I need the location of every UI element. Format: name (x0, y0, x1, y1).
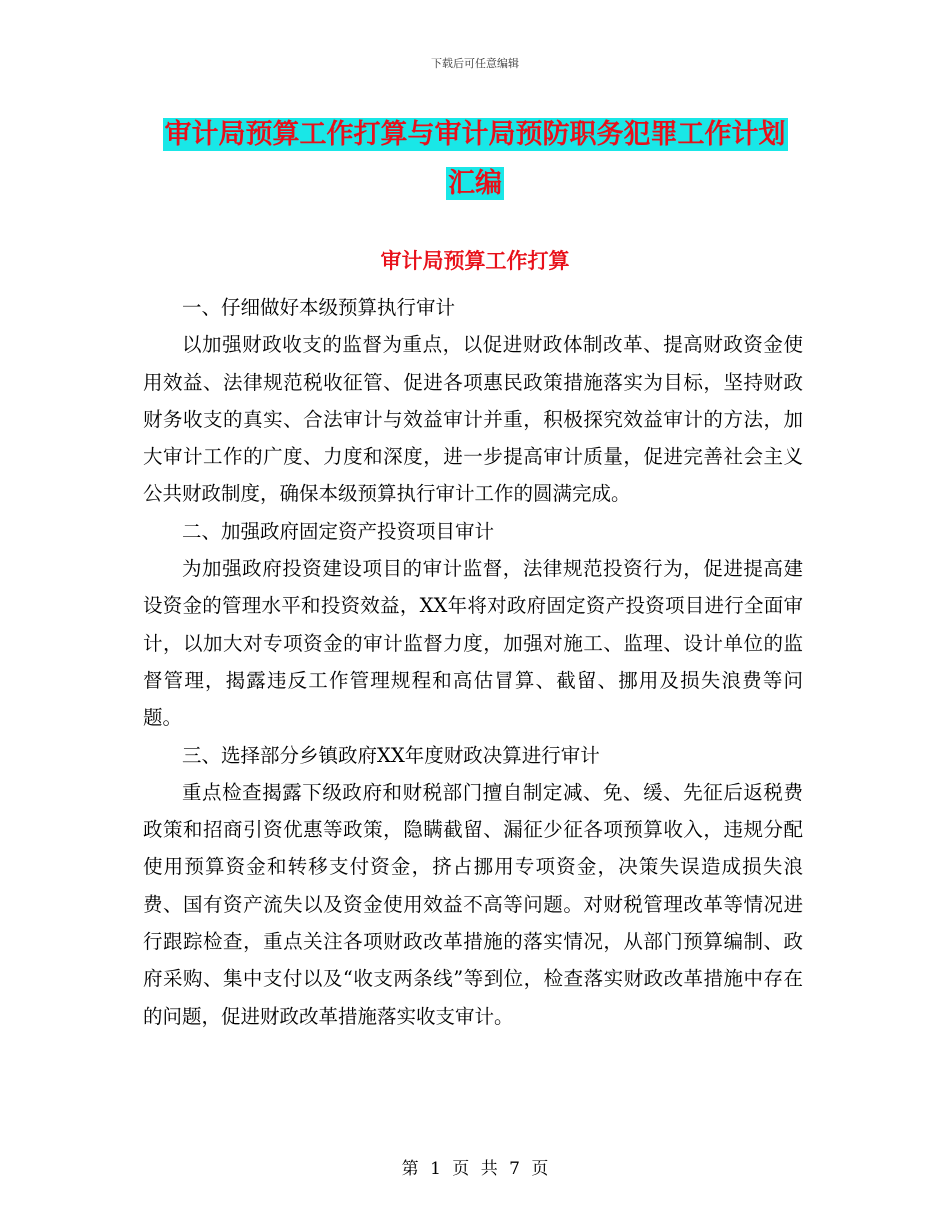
page-footer: 第 1 页 共 7 页 (401, 1159, 549, 1179)
paragraph-3: 重点检查揭露下级政府和财税部门擅自制定减、免、缓、先征后返税费政策和招商引资优惠等政策，隐瞒截留、漏征少征各项预算收入，违规分配使用预算资金和转移支付资金，挤占挪用专项资金，决策失误造成损失浪费、国有资产流失以及资金使用效益不高等问题。对财税管理改革等情况进行跟踪检查，重点关注各项财政改革措施的落实情况，从部门预算编制、政府采购、集中支付以及“收支两条线”等到位，检查落实财政改革措施中存在的问题，促进财政改革措施落实收支审计。 (143, 780, 803, 1028)
heading-3: 三、选择部分乡镇政府XX年度财政决算进行审计 (182, 743, 600, 767)
paragraph-1: 以加强财政收支的监督为重点，以促进财政体制改革、提高财政资金使用效益、法律规范税收征管、促进各项惠民政策措施落实为目标，坚持财政财务收支的真实、合法审计与效益审计并重，积极探究效益审计的方法，加大审计工作的广度、力度和深度，进一步提高审计质量，促进完善社会主义公共财政制度，确保本级预算执行审计工作的圆满完成。 (143, 333, 803, 506)
heading-1: 一、仔细做好本级预算执行审计 (182, 296, 456, 319)
header-note: 下载后可任意编辑 (431, 57, 519, 70)
section-title: 审计局预算工作打算 (380, 249, 570, 273)
document-body (143, 289, 803, 1035)
paragraph-2: 为加强政府投资建设项目的审计监督，法律规范投资行为，促进提高建设资金的管理水平和投资效益，XX年将对政府固定资产投资项目进行全面审计，以加大对专项资金的审计监督力度，加强对施工、监理、设计单位的监督管理，揭露违反工作管理规程和高估冒算、截留、挪用及损失浪费等问题。 (143, 557, 803, 730)
document-title (140, 110, 810, 208)
document-title-line-1: 审计局预算工作打算与审计局预防职务犯罪工作计划 (164, 119, 786, 150)
heading-2: 二、加强政府固定资产投资项目审计 (182, 519, 495, 543)
document-title-line-2: 汇编 (448, 168, 502, 199)
